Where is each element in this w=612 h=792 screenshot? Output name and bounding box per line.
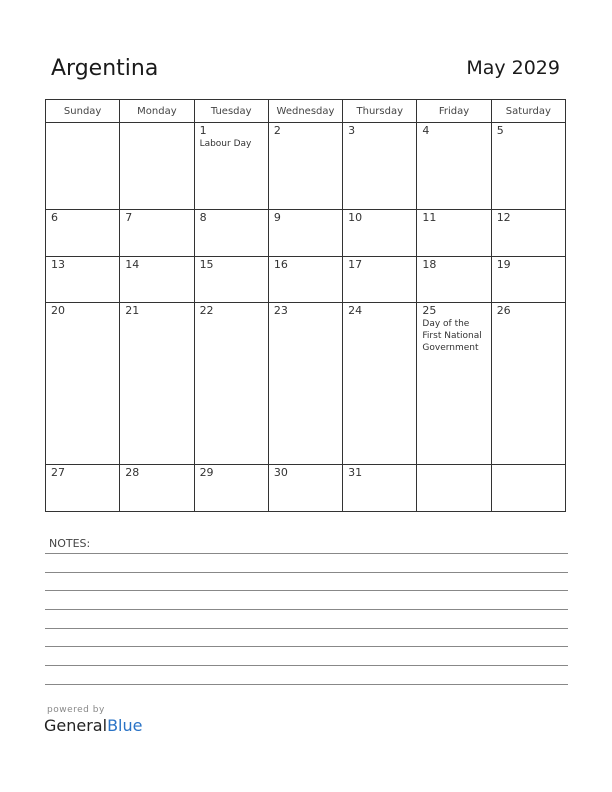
holiday-label: Labour Day [199, 139, 252, 149]
notes-line [45, 609, 568, 610]
day-cell [417, 123, 491, 210]
weekday-monday: Monday [120, 100, 194, 123]
day-cell [194, 303, 268, 465]
day-cell [491, 123, 565, 210]
weekday-saturday: Saturday [491, 100, 565, 123]
day-number: 30 [273, 466, 288, 480]
day-number: 7 [125, 211, 133, 225]
day-cell [268, 465, 342, 512]
day-cell [417, 210, 491, 257]
brand-general: General [44, 716, 108, 735]
week-row [46, 465, 566, 512]
day-number: 21 [125, 304, 140, 318]
day-number: 15 [199, 257, 214, 271]
day-cell [46, 210, 120, 257]
day-cell [46, 256, 120, 303]
weekday-wednesday: Wednesday [268, 100, 342, 123]
day-number: 23 [273, 304, 288, 318]
week-row [46, 256, 566, 303]
day-number: 24 [348, 304, 363, 318]
day-number: 1 [199, 124, 207, 137]
notes-line [45, 572, 568, 573]
day-cell [417, 303, 491, 465]
notes-line [45, 665, 568, 666]
day-cell [268, 303, 342, 465]
day-number: 3 [348, 124, 356, 137]
day-number: 25 [422, 304, 437, 318]
day-cell [120, 303, 194, 465]
country-title: Argentina [51, 56, 159, 81]
notes-line [45, 684, 568, 685]
day-number: 16 [273, 257, 288, 271]
week-row [46, 123, 566, 210]
generalblue-logo[interactable] [44, 716, 142, 735]
day-cell [194, 123, 268, 210]
calendar-grid [45, 99, 566, 512]
day-cell [343, 123, 417, 210]
day-number: 14 [125, 257, 140, 271]
day-number: 31 [348, 466, 363, 480]
day-number: 9 [273, 211, 281, 225]
empty-day-cell [491, 465, 565, 512]
month-year-title: May 2029 [466, 57, 560, 79]
day-cell [268, 256, 342, 303]
day-cell [491, 210, 565, 257]
day-number: 19 [496, 257, 511, 271]
day-number: 20 [51, 304, 65, 318]
day-cell [194, 210, 268, 257]
day-number: 4 [422, 124, 430, 137]
day-number: 29 [199, 466, 214, 480]
day-cell [343, 210, 417, 257]
day-cell [120, 465, 194, 512]
brand-blue: Blue [107, 716, 143, 735]
day-cell [46, 465, 120, 512]
day-number: 10 [348, 211, 363, 225]
weekday-friday: Friday [417, 100, 491, 123]
day-cell [417, 256, 491, 303]
day-number: 28 [125, 466, 140, 480]
empty-day-cell [46, 123, 120, 210]
day-number: 5 [496, 124, 504, 137]
notes-line [45, 553, 568, 554]
day-number: 6 [51, 211, 58, 225]
powered-by-text: powered by [47, 705, 105, 715]
week-row [46, 303, 566, 465]
day-cell [268, 123, 342, 210]
notes-line [45, 646, 568, 647]
day-number: 22 [199, 304, 214, 318]
day-number: 18 [422, 257, 437, 271]
day-number: 12 [496, 211, 511, 225]
notes-label: NOTES: [49, 537, 91, 550]
week-row [46, 210, 566, 257]
weekday-header-row [46, 100, 566, 123]
day-number: 11 [422, 211, 437, 225]
weekday-sunday: Sunday [46, 100, 120, 123]
weekday-tuesday: Tuesday [194, 100, 268, 123]
day-cell [120, 256, 194, 303]
day-number: 27 [51, 466, 65, 480]
day-cell [194, 465, 268, 512]
day-number: 2 [273, 124, 281, 137]
day-cell [194, 256, 268, 303]
day-cell [491, 303, 565, 465]
day-cell [268, 210, 342, 257]
day-number: 17 [348, 257, 363, 271]
day-cell [343, 303, 417, 465]
empty-day-cell [120, 123, 194, 210]
day-cell [46, 303, 120, 465]
day-cell [343, 465, 417, 512]
day-number: 26 [496, 304, 511, 318]
day-cell [491, 256, 565, 303]
day-cell [120, 210, 194, 257]
weekday-thursday: Thursday [343, 100, 417, 123]
notes-line [45, 590, 568, 591]
notes-line [45, 628, 568, 629]
day-cell [343, 256, 417, 303]
day-number: 13 [51, 257, 65, 271]
day-number: 8 [199, 211, 207, 225]
holiday-label: Day of the First National Government [422, 319, 482, 354]
empty-day-cell [417, 465, 491, 512]
